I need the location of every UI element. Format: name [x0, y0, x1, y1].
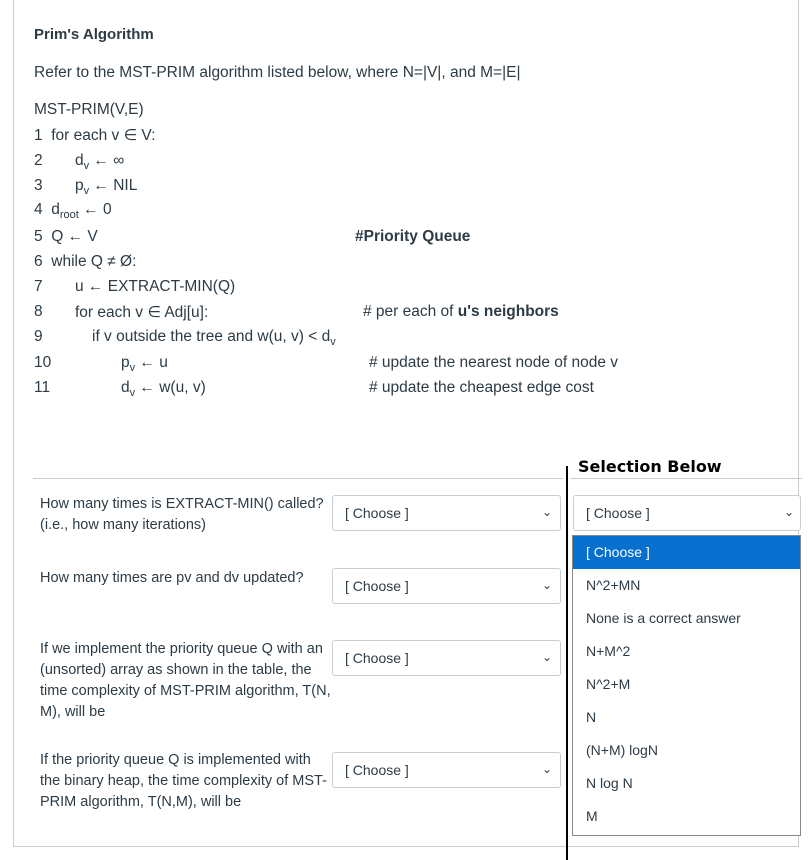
code-line-6: 6 while Q ≠ Ø: [34, 253, 137, 270]
divider [570, 478, 802, 479]
code-comment-5: #Priority Queue [355, 228, 471, 245]
dropdown-option[interactable]: (N+M) logN [586, 742, 658, 758]
chevron-down-icon: ⌄ [541, 578, 552, 592]
dropdown-option[interactable]: N^2+MN [586, 577, 641, 593]
code-line-8-num: 8 [34, 303, 43, 320]
code-comment-8: # per each of u's neighbors [363, 303, 559, 320]
code-line-9: if v outside the tree and w(u, $v) < d_v$ [92, 328, 336, 348]
dropdown-option[interactable]: N^2+M [586, 676, 631, 692]
code-line-4: 4 $d_{root}$ ← 0 [34, 201, 112, 221]
code-line-5: 5 Q ← V [34, 228, 98, 245]
selection-header: Selection Below [578, 457, 722, 476]
dropdown-option[interactable]: N [586, 709, 597, 725]
dropdown-option[interactable]: M [586, 808, 598, 824]
code-line-3-num: 3 [34, 177, 43, 194]
dropdown-option[interactable]: N log N [586, 775, 633, 791]
dropdown-option[interactable]: None is a correct answer [586, 610, 741, 626]
divider-line [566, 466, 568, 860]
chevron-down-icon: ⌄ [541, 762, 552, 776]
question-4-select[interactable]: [ Choose ] ⌄ [332, 752, 561, 788]
answer-select[interactable]: [ Choose ] ⌄ [573, 495, 801, 531]
question-3-select[interactable]: [ Choose ] ⌄ [332, 640, 561, 676]
code-line-11: $d_v$ ← w(u, v) [121, 379, 206, 399]
chevron-down-icon: ⌄ [541, 650, 552, 664]
question-1-select[interactable]: [ Choose ] ⌄ [332, 495, 561, 531]
code-line-8: for each v ∈ Adj[u]: [75, 304, 209, 321]
code-comment-10: # update the nearest node of node v [369, 354, 619, 371]
code-line-10: $p_v$ ← u [121, 354, 168, 374]
dropdown-option[interactable]: [ Choose ] [573, 536, 800, 569]
question-2-select[interactable]: [ Choose ] ⌄ [332, 568, 561, 604]
page-title: Prim's Algorithm [34, 26, 154, 43]
question-2-text: How many times are pv and dv updated? [40, 570, 304, 586]
code-line-11-num: 11 [34, 379, 51, 396]
code-line-1: 1 for each v ∈ V: [34, 127, 156, 144]
code-header: MST-PRIM(V,E) [34, 101, 144, 118]
code-line-7-num: 7 [34, 278, 43, 295]
code-line-3: $p_v$ ← NIL [75, 177, 138, 197]
intro-text: Refer to the MST-PRIM algorithm listed below, where N=|V|, and M=|E| [34, 64, 521, 81]
code-comment-11: # update the cheapest edge cost [369, 379, 594, 396]
code-line-2: $d_v$ ← ∞ [75, 152, 125, 172]
divider [33, 478, 563, 479]
code-line-2-num: 2 [34, 152, 43, 169]
chevron-down-icon: ⌄ [541, 505, 552, 519]
question-1-text: How many times is EXTRACT-MIN() called? (i.e., how many iterations) [40, 496, 324, 533]
code-line-7: u ← EXTRACT-MIN(Q) [75, 278, 236, 295]
answer-dropdown-list [572, 535, 801, 836]
question-3-text: If we implement the priority queue Q with an (unsorted) array as shown in the table, the time complexity of MST-PRIM algorithm, T(N, M), will be [40, 641, 331, 720]
code-line-9-num: 9 [34, 328, 43, 345]
chevron-down-icon: ⌄ [783, 505, 794, 519]
code-line-10-num: 10 [34, 354, 52, 371]
dropdown-option[interactable]: N+M^2 [586, 643, 631, 659]
question-4-text: If the priority queue Q is implemented with the binary heap, the time complexity of MST-PRIM algorithm, T(N,M), will be [40, 752, 327, 810]
